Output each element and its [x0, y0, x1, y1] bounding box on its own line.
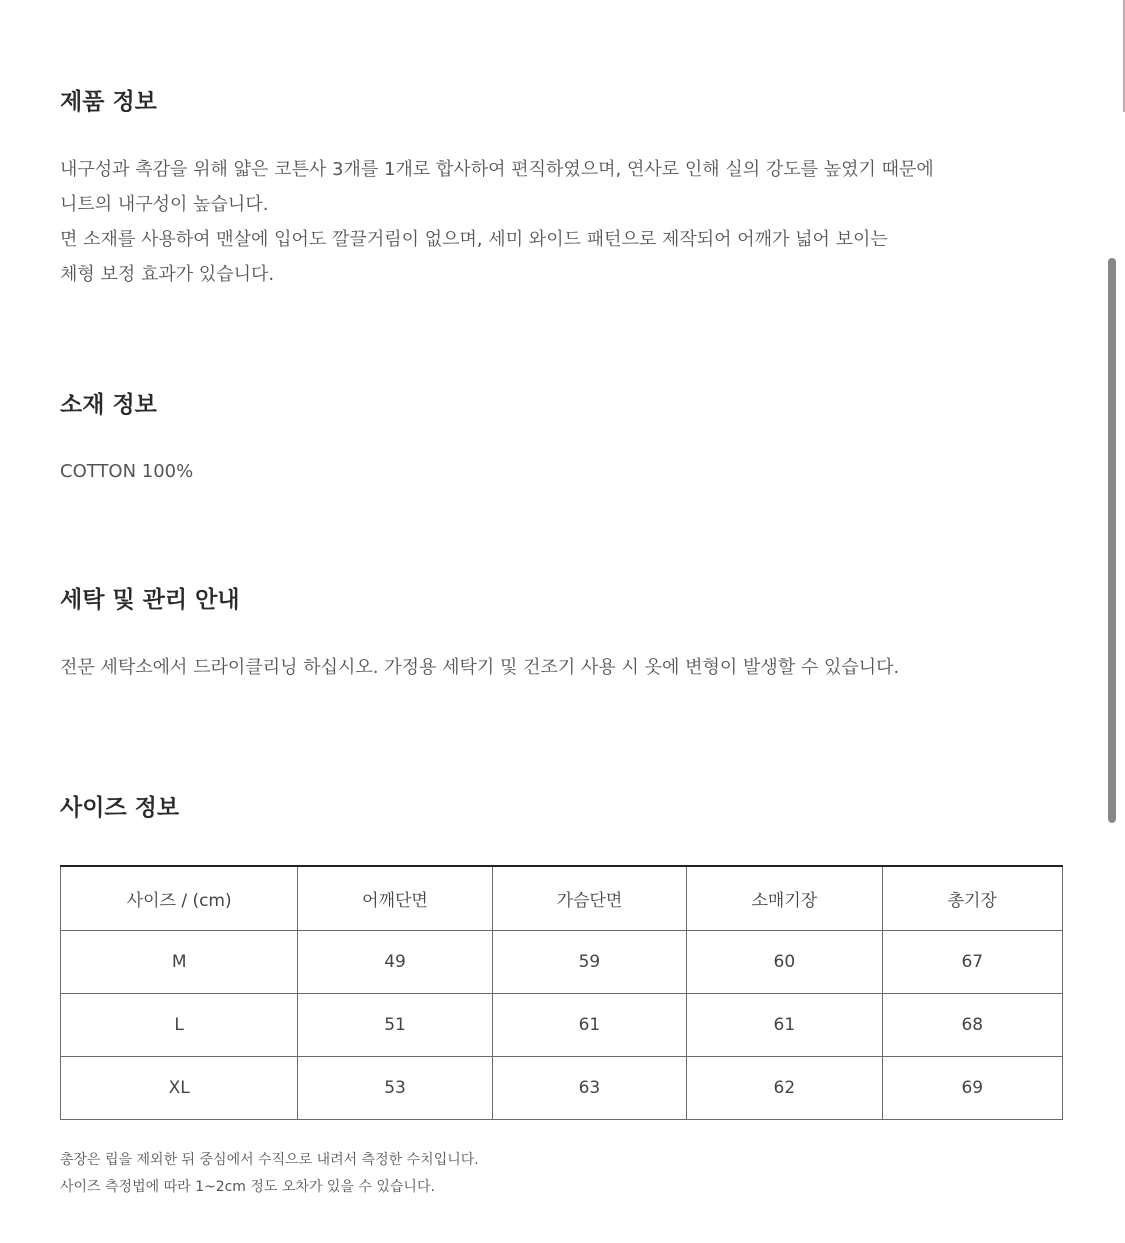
size-cell: XL — [61, 1057, 298, 1120]
measurement-cell: 68 — [882, 994, 1062, 1057]
measurement-cell: 59 — [492, 931, 686, 994]
care-info-title: 세탁 및 관리 안내 — [60, 587, 240, 613]
measurement-cell: 51 — [298, 994, 492, 1057]
table-row — [61, 931, 1063, 994]
size-info-title: 사이즈 정보 — [60, 795, 180, 821]
product-info-description — [60, 152, 934, 292]
measurement-cell: 60 — [687, 931, 882, 994]
product-info-line: 면 소재를 사용하여 맨살에 입어도 깔끌거림이 없으며, 세미 와이드 패턴으로 제작되어 어깨가 넓어 보이는 — [60, 229, 888, 250]
product-info-line: 내구성과 촉감을 위해 얇은 코튼사 3개를 1개로 합사하여 편직하였으며, 연사로 인해 실의 강도를 높였기 때문에 — [60, 159, 934, 180]
size-table-header-cell: 총기장 — [882, 866, 1062, 931]
size-table-header-cell: 사이즈 / (cm) — [61, 866, 298, 931]
measurement-cell: 61 — [687, 994, 882, 1057]
product-info-line: 체형 보정 효과가 있습니다. — [60, 264, 275, 285]
measurement-cell: 61 — [492, 994, 686, 1057]
size-note-line: 사이즈 측정법에 따라 1~2cm 정도 오차가 있을 수 있습니다. — [60, 1179, 435, 1195]
size-table-header-cell: 어깨단면 — [298, 866, 492, 931]
size-table — [60, 865, 1063, 1120]
size-table-header-row — [61, 866, 1063, 931]
table-row — [61, 994, 1063, 1057]
size-cell: M — [61, 931, 298, 994]
size-notes — [60, 1147, 479, 1201]
material-info-title: 소재 정보 — [60, 392, 157, 418]
size-table-header-cell: 가슴단면 — [492, 866, 686, 931]
measurement-cell: 49 — [298, 931, 492, 994]
material-info-text: COTTON 100% — [60, 461, 194, 482]
product-info-title: 제품 정보 — [60, 89, 157, 115]
measurement-cell: 69 — [882, 1057, 1062, 1120]
size-note-line: 총장은 립을 제외한 뒤 중심에서 수직으로 내려서 측정한 수치입니다. — [60, 1152, 479, 1168]
vertical-scrollbar[interactable] — [1108, 258, 1116, 823]
size-table-header-cell: 소매기장 — [687, 866, 882, 931]
measurement-cell: 53 — [298, 1057, 492, 1120]
product-info-line: 니트의 내구성이 높습니다. — [60, 194, 269, 215]
measurement-cell: 63 — [492, 1057, 686, 1120]
care-info-text: 전문 세탁소에서 드라이클리닝 하십시오. 가정용 세탁기 및 건조기 사용 시 옷에 변형이 발생할 수 있습니다. — [60, 657, 900, 678]
size-cell: L — [61, 994, 298, 1057]
measurement-cell: 67 — [882, 931, 1062, 994]
table-row — [61, 1057, 1063, 1120]
measurement-cell: 62 — [687, 1057, 882, 1120]
